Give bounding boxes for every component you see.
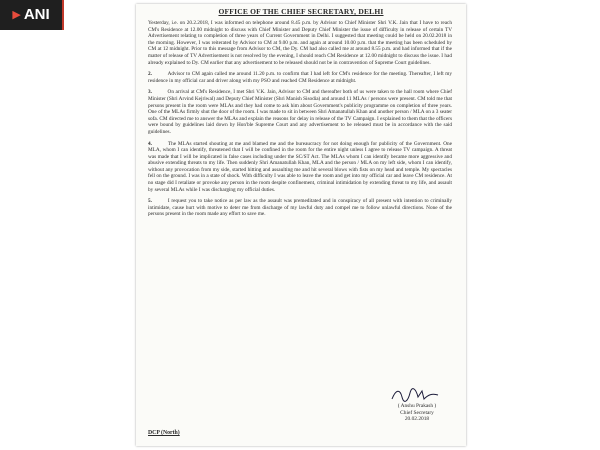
paragraph-text: Yesterday, i.e. on 20.2.2018, I was informed on telephone around 8.45 p.m. by Advisor to Chief Minister Shri V.K. Jain that I have to reach CM's Residence at 12.00 midnight to discuss with Chief Minister and Deputy Chief Minister the issue of difficulty in release of certain TV Advertisement relating to completion of three years of Current Government in Delhi. I suggested that meeting could be held on 20.02.2018 in the morning. However, I was reiterated by Advisor to CM at 9.00 p.m. and again at around 10.00 p.m. that the meeting has been scheduled by CM at 12 midnight. Prior to this message from Advisor to CM, the Dy. CM had also called me at around 8.55 p.m. and had informed that if the matter of release of TV Advertisement is not resolved by the evening, I should reach CM Residence at 12.00 midnight to discuss the issue. I had already explained to Dy. CM earlier that any advertisement to be released should not be in contravention of Supreme Court guidelines. <box>148 20 452 66</box>
signatory-designation: Chief Secretary <box>400 409 434 416</box>
paragraph-number: 5. <box>148 198 152 205</box>
paragraph-5 <box>148 198 452 218</box>
paragraph-4 <box>148 141 452 194</box>
paragraph-1 <box>148 20 452 66</box>
paragraph-text: Advisor to CM again called me around 11.20 p.m. to confirm that I had left for CM's residence for the meeting. Thereafter, I left my residence in my official car and driver along with my PSO and reached CM Residence at midnight. <box>148 71 453 84</box>
document-page <box>136 4 466 446</box>
signature-date: 20.02.2018 <box>404 416 430 423</box>
paragraph-text: I request you to take notice as per law as the assault was premeditated and in conspiracy of all present with intention to criminally intimidate, cause hurt with motive to deter me from discharge of my lawful duty and compel me to follow unlawful directions. None of the persons present in the room made any effort to save me. <box>148 198 452 218</box>
ani-logo-text: ANI <box>23 6 50 23</box>
signature-scribble-icon <box>390 387 440 403</box>
paragraph-text: On arrival at CM's Residence, I met Shri V.K. Jain, Advisor to CM and thereafter both of us were taken to the hall room where Chief Minister (Shri Arvind Kejriwal) and Deputy Chief Minister (Shri Manish Sisodia) and around 11 MLAs / persons were present. CM told me that persons present in the room were MLAs and they had come to ask him about Government's publicity programme on completion of three years. One of the MLAs firmly shut the door of the room. I was made to sit in between Shri Amanatullah Khan and another person / MLA on a 3 seater sofa. CM directed me to answer the MLAs and explain the reasons for delay in release of the TV Campaign. I explained to them that the officers were bound by guidelines laid down by Hon'ble Supreme Court and any advertisement to be released must be in accordance with the said guidelines. <box>148 89 453 135</box>
paragraph-3 <box>148 89 452 135</box>
signatory-name: ( Anshu Prakash ) <box>397 403 437 409</box>
letterhead: OFFICE OF THE CHIEF SECRETARY, DELHI <box>218 7 384 16</box>
paragraph-2 <box>148 71 452 84</box>
addressee: DCP (North) <box>148 430 180 436</box>
ani-logo-mark-icon: ▶ <box>12 9 21 21</box>
ani-logo <box>0 0 64 30</box>
handwritten-signature <box>382 389 452 403</box>
paragraph-number: 3. <box>148 89 152 96</box>
document-body <box>136 17 466 218</box>
paragraph-number: 4. <box>148 140 152 147</box>
signature-block <box>382 389 452 423</box>
paragraph-number: 2. <box>148 71 152 78</box>
paragraph-text: The MLAs started shouting at me and blamed me and the bureaucracy for not doing enough for publicity of the Government. One MLA, whom I can identify, threatened that I will be confined in the room for the entire night unless I agree to release TV campaign. A threat was made that I will be implicated in false cases including under the SC/ST Act. The MLAs whom I can identify became more aggressive and abusive extending threats to my life. Then suddenly Shri Amanatullah Khan, MLA and the person / MLA on my left side, whom I can identify, without any provocation from my side, started hitting and assaulting me and hit several blows with fists on my head and temple. My spectacles fell on the ground. I was in a state of shock. With difficulty I was able to leave the room and get into my official car and leave CM residence. At no stage did I retaliate or provoke any person in the room despite confinement, criminal intimidation by extending threat to my life, and assault by several MLAs while I was discharging my official duties. <box>148 140 452 193</box>
